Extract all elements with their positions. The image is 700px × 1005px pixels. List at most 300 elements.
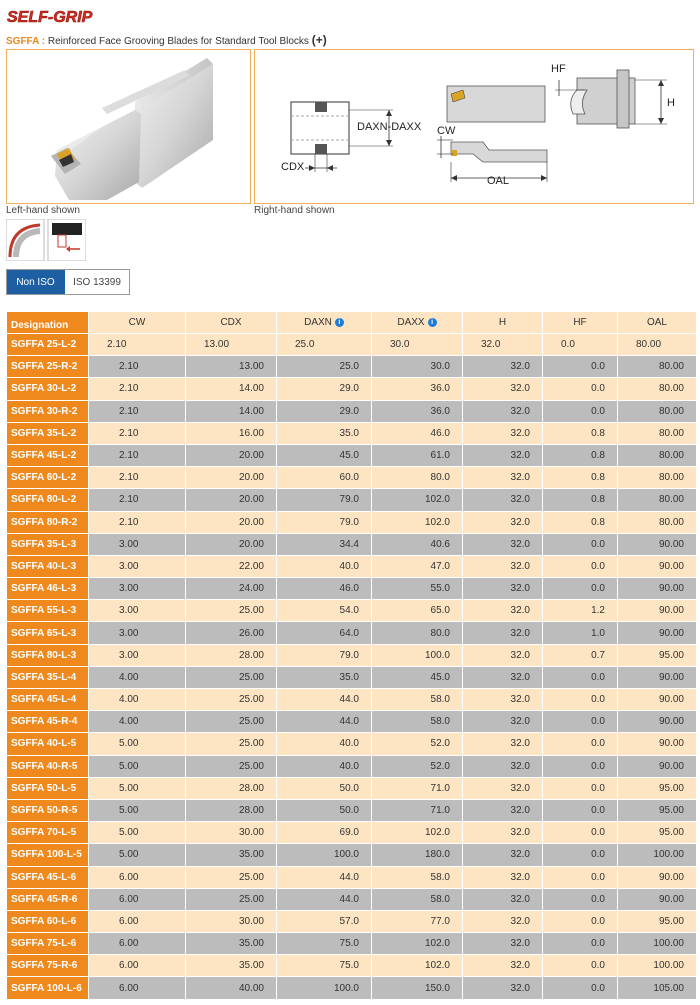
value-cell: 32.0 — [463, 533, 543, 555]
product-code: SGFFA : — [6, 36, 46, 47]
table-row[interactable] — [7, 755, 697, 777]
value-cell: 6.00 — [89, 910, 186, 932]
designation-cell[interactable]: SGFFA 100-L-6 — [7, 977, 89, 999]
table-row[interactable] — [7, 422, 697, 444]
designation-cell[interactable]: SGFFA 50-L-5 — [7, 777, 89, 799]
value-cell: 35.00 — [186, 955, 277, 977]
value-cell: 32.0 — [463, 755, 543, 777]
table-body — [7, 334, 697, 1000]
value-cell: 0.0 — [543, 689, 618, 711]
designation-cell[interactable]: SGFFA 25-R-2 — [7, 356, 89, 378]
column-header[interactable]: CDX — [186, 312, 277, 334]
value-cell: 102.0 — [372, 955, 463, 977]
value-cell: 32.0 — [463, 777, 543, 799]
table-row[interactable] — [7, 533, 697, 555]
value-cell: 0.0 — [543, 733, 618, 755]
value-cell: 20.00 — [186, 467, 277, 489]
value-cell: 71.0 — [372, 799, 463, 821]
value-cell: 25.0 — [277, 334, 372, 356]
designation-cell[interactable]: SGFFA 80-L-2 — [7, 489, 89, 511]
value-cell: 32.0 — [463, 910, 543, 932]
value-cell: 2.10 — [89, 400, 186, 422]
table-row[interactable] — [7, 489, 697, 511]
value-cell: 32.0 — [463, 666, 543, 688]
value-cell: 2.10 — [89, 489, 186, 511]
column-header-label: DAXN — [304, 317, 332, 328]
value-cell: 25.00 — [186, 600, 277, 622]
table-row[interactable] — [7, 467, 697, 489]
table-row[interactable] — [7, 578, 697, 600]
value-cell: 3.00 — [89, 600, 186, 622]
value-cell: 32.0 — [463, 600, 543, 622]
iso-13399-button[interactable]: ISO 13399 — [73, 276, 121, 288]
value-cell: 80.00 — [618, 422, 697, 444]
table-row[interactable] — [7, 777, 697, 799]
table-row[interactable] — [7, 511, 697, 533]
value-cell: 0.0 — [543, 666, 618, 688]
value-cell: 40.00 — [186, 977, 277, 999]
value-cell: 0.0 — [543, 955, 618, 977]
value-cell: 180.0 — [372, 844, 463, 866]
value-cell: 69.0 — [277, 822, 372, 844]
value-cell: 0.0 — [543, 356, 618, 378]
value-cell: 28.00 — [186, 644, 277, 666]
value-cell: 35.00 — [186, 844, 277, 866]
value-cell: 44.0 — [277, 866, 372, 888]
value-cell: 0.0 — [543, 378, 618, 400]
value-cell: 0.0 — [543, 711, 618, 733]
value-cell: 2.10 — [89, 511, 186, 533]
value-cell: 60.0 — [277, 467, 372, 489]
value-cell: 65.0 — [372, 600, 463, 622]
table-row[interactable] — [7, 600, 697, 622]
table-row[interactable] — [7, 933, 697, 955]
value-cell: 32.0 — [463, 555, 543, 577]
value-cell: 6.00 — [89, 866, 186, 888]
designation-cell[interactable]: SGFFA 80-R-2 — [7, 511, 89, 533]
value-cell: 80.00 — [618, 378, 697, 400]
value-cell: 28.00 — [186, 799, 277, 821]
technical-drawing-panel — [254, 49, 694, 204]
value-cell: 0.0 — [543, 533, 618, 555]
column-header[interactable] — [277, 312, 372, 334]
value-cell: 75.0 — [277, 933, 372, 955]
designation-cell[interactable]: SGFFA 80-L-3 — [7, 644, 89, 666]
designation-cell[interactable]: SGFFA 25-L-2 — [7, 334, 89, 356]
value-cell: 4.00 — [89, 689, 186, 711]
value-cell: 100.00 — [618, 933, 697, 955]
value-cell: 35.00 — [186, 933, 277, 955]
value-cell: 95.00 — [618, 644, 697, 666]
value-cell: 46.0 — [277, 578, 372, 600]
svg-text:H: H — [667, 97, 675, 109]
designation-cell[interactable]: SGFFA 30-L-2 — [7, 378, 89, 400]
value-cell: 80.00 — [618, 511, 697, 533]
specification-table — [6, 311, 697, 1000]
value-cell: 32.0 — [463, 844, 543, 866]
value-cell: 90.00 — [618, 733, 697, 755]
value-cell: 0.0 — [543, 844, 618, 866]
value-cell: 80.00 — [618, 467, 697, 489]
value-cell: 32.0 — [463, 955, 543, 977]
info-icon[interactable]: i — [428, 318, 437, 327]
page-subtitle — [6, 33, 327, 47]
value-cell: 2.10 — [89, 334, 186, 356]
value-cell: 46.0 — [372, 422, 463, 444]
value-cell: 32.0 — [463, 822, 543, 844]
designation-cell[interactable]: SGFFA 35-L-3 — [7, 533, 89, 555]
value-cell: 58.0 — [372, 711, 463, 733]
value-cell: 90.00 — [618, 711, 697, 733]
value-cell: 0.8 — [543, 489, 618, 511]
value-cell: 22.00 — [186, 555, 277, 577]
value-cell: 25.00 — [186, 733, 277, 755]
value-cell: 5.00 — [89, 777, 186, 799]
value-cell: 32.0 — [463, 977, 543, 999]
value-cell: 58.0 — [372, 689, 463, 711]
designation-cell[interactable]: SGFFA 70-L-5 — [7, 822, 89, 844]
value-cell: 32.0 — [463, 644, 543, 666]
brand-logo — [6, 6, 110, 26]
table-row[interactable] — [7, 666, 697, 688]
designation-cell[interactable]: SGFFA 35-L-2 — [7, 422, 89, 444]
value-cell: 58.0 — [372, 888, 463, 910]
value-cell: 102.0 — [372, 822, 463, 844]
value-cell: 2.10 — [89, 422, 186, 444]
value-cell: 25.00 — [186, 666, 277, 688]
value-cell: 6.00 — [89, 955, 186, 977]
value-cell: 6.00 — [89, 933, 186, 955]
value-cell: 52.0 — [372, 755, 463, 777]
non-iso-button[interactable]: Non ISO — [7, 270, 65, 294]
column-header[interactable]: HF — [543, 312, 618, 334]
value-cell: 0.0 — [543, 334, 618, 356]
value-cell: 102.0 — [372, 511, 463, 533]
value-cell: 32.0 — [463, 689, 543, 711]
value-cell: 90.00 — [618, 555, 697, 577]
value-cell: 90.00 — [618, 866, 697, 888]
value-cell: 36.0 — [372, 378, 463, 400]
value-cell: 1.0 — [543, 622, 618, 644]
table-row[interactable] — [7, 955, 697, 977]
table-row[interactable] — [7, 644, 697, 666]
value-cell: 32.0 — [463, 467, 543, 489]
value-cell: 3.00 — [89, 555, 186, 577]
value-cell: 150.0 — [372, 977, 463, 999]
value-cell: 45.0 — [277, 444, 372, 466]
designation-cell[interactable]: SGFFA 65-L-3 — [7, 622, 89, 644]
table-row[interactable] — [7, 378, 697, 400]
value-cell: 100.0 — [372, 644, 463, 666]
blade-render-image — [7, 50, 250, 203]
value-cell: 20.00 — [186, 444, 277, 466]
value-cell: 40.0 — [277, 733, 372, 755]
right-image-caption: Right-hand shown — [254, 205, 335, 216]
table-row[interactable] — [7, 400, 697, 422]
column-header[interactable]: H — [463, 312, 543, 334]
value-cell: 32.0 — [463, 378, 543, 400]
value-cell: 0.0 — [543, 555, 618, 577]
table-row[interactable] — [7, 711, 697, 733]
value-cell: 100.00 — [618, 955, 697, 977]
value-cell: 32.0 — [463, 511, 543, 533]
value-cell: 30.0 — [372, 356, 463, 378]
value-cell: 30.0 — [372, 334, 463, 356]
value-cell: 71.0 — [372, 777, 463, 799]
value-cell: 5.00 — [89, 733, 186, 755]
value-cell: 30.00 — [186, 910, 277, 932]
designation-cell[interactable]: SGFFA 75-R-6 — [7, 955, 89, 977]
value-cell: 6.00 — [89, 888, 186, 910]
designation-cell[interactable]: SGFFA 75-L-6 — [7, 933, 89, 955]
value-cell: 44.0 — [277, 888, 372, 910]
table-row[interactable] — [7, 356, 697, 378]
value-cell: 0.0 — [543, 910, 618, 932]
svg-text:SELF-GRIP: SELF-GRIP — [7, 9, 93, 26]
value-cell: 24.00 — [186, 578, 277, 600]
value-cell: 95.00 — [618, 822, 697, 844]
table-row[interactable] — [7, 689, 697, 711]
value-cell: 3.00 — [89, 644, 186, 666]
value-cell: 4.00 — [89, 666, 186, 688]
value-cell: 32.0 — [463, 578, 543, 600]
application-thumbnail[interactable] — [6, 219, 86, 261]
value-cell: 6.00 — [89, 977, 186, 999]
value-cell: 0.8 — [543, 511, 618, 533]
column-header[interactable]: CW — [89, 312, 186, 334]
value-cell: 13.00 — [186, 356, 277, 378]
value-cell: 4.00 — [89, 711, 186, 733]
value-cell: 30.00 — [186, 822, 277, 844]
table-row[interactable] — [7, 910, 697, 932]
product-image-panel — [6, 49, 251, 204]
svg-text:OAL: OAL — [487, 175, 510, 187]
designation-cell[interactable]: SGFFA 40-L-3 — [7, 555, 89, 577]
value-cell: 5.00 — [89, 755, 186, 777]
value-cell: 90.00 — [618, 600, 697, 622]
value-cell: 80.00 — [618, 400, 697, 422]
value-cell: 57.0 — [277, 910, 372, 932]
value-cell: 0.0 — [543, 866, 618, 888]
value-cell: 95.00 — [618, 799, 697, 821]
value-cell: 100.0 — [277, 844, 372, 866]
value-cell: 79.0 — [277, 511, 372, 533]
value-cell: 32.0 — [463, 888, 543, 910]
value-cell: 90.00 — [618, 622, 697, 644]
value-cell: 44.0 — [277, 689, 372, 711]
value-cell: 100.0 — [277, 977, 372, 999]
svg-text:DAXN-DAXX: DAXN-DAXX — [357, 121, 422, 133]
value-cell: 90.00 — [618, 578, 697, 600]
value-cell: 50.0 — [277, 799, 372, 821]
value-cell: 80.0 — [372, 467, 463, 489]
designation-cell[interactable]: SGFFA 45-R-6 — [7, 888, 89, 910]
value-cell: 61.0 — [372, 444, 463, 466]
value-cell: 80.00 — [618, 444, 697, 466]
value-cell: 1.2 — [543, 600, 618, 622]
value-cell: 40.0 — [277, 755, 372, 777]
table-row[interactable] — [7, 444, 697, 466]
table-row[interactable] — [7, 977, 697, 999]
value-cell: 0.0 — [543, 822, 618, 844]
value-cell: 90.00 — [618, 755, 697, 777]
value-cell: 5.00 — [89, 822, 186, 844]
value-cell: 80.00 — [618, 334, 697, 356]
value-cell: 40.0 — [277, 555, 372, 577]
value-cell: 45.0 — [372, 666, 463, 688]
left-image-caption: Left-hand shown — [6, 205, 80, 216]
value-cell: 5.00 — [89, 799, 186, 821]
table-row[interactable] — [7, 799, 697, 821]
value-cell: 5.00 — [89, 844, 186, 866]
value-cell: 105.00 — [618, 977, 697, 999]
svg-text:HF: HF — [551, 63, 566, 75]
value-cell: 90.00 — [618, 888, 697, 910]
value-cell: 13.00 — [186, 334, 277, 356]
value-cell: 80.00 — [618, 356, 697, 378]
table-header-row — [7, 312, 697, 334]
value-cell: 47.0 — [372, 555, 463, 577]
product-description: Reinforced Face Grooving Blades for Standard Tool Blocks — [45, 36, 312, 47]
value-cell: 32.0 — [463, 622, 543, 644]
table-row[interactable] — [7, 866, 697, 888]
svg-text:CW: CW — [437, 125, 456, 137]
value-cell: 32.0 — [463, 489, 543, 511]
value-cell: 0.0 — [543, 578, 618, 600]
value-cell: 40.6 — [372, 533, 463, 555]
value-cell: 32.0 — [463, 711, 543, 733]
value-cell: 0.0 — [543, 400, 618, 422]
value-cell: 95.00 — [618, 777, 697, 799]
designation-cell[interactable]: SGFFA 40-R-5 — [7, 755, 89, 777]
value-cell: 90.00 — [618, 689, 697, 711]
designation-cell[interactable]: SGFFA 35-L-4 — [7, 666, 89, 688]
value-cell: 2.10 — [89, 444, 186, 466]
value-cell: 0.0 — [543, 799, 618, 821]
value-cell: 79.0 — [277, 644, 372, 666]
standard-toggle — [6, 269, 130, 295]
value-cell: 36.0 — [372, 400, 463, 422]
value-cell: 34.4 — [277, 533, 372, 555]
info-icon[interactable]: i — [335, 318, 344, 327]
table-row[interactable] — [7, 334, 697, 356]
value-cell: 0.0 — [543, 777, 618, 799]
value-cell: 32.0 — [463, 334, 543, 356]
value-cell: 32.0 — [463, 733, 543, 755]
value-cell: 0.0 — [543, 888, 618, 910]
column-header[interactable]: OAL — [618, 312, 697, 334]
designation-cell[interactable]: SGFFA 45-L-2 — [7, 444, 89, 466]
value-cell: 28.00 — [186, 777, 277, 799]
value-cell: 90.00 — [618, 533, 697, 555]
value-cell: 26.00 — [186, 622, 277, 644]
value-cell: 102.0 — [372, 933, 463, 955]
value-cell: 77.0 — [372, 910, 463, 932]
value-cell: 100.00 — [618, 844, 697, 866]
table-row[interactable] — [7, 844, 697, 866]
value-cell: 32.0 — [463, 356, 543, 378]
value-cell: 0.8 — [543, 444, 618, 466]
table-row[interactable] — [7, 888, 697, 910]
value-cell: 2.10 — [89, 467, 186, 489]
designation-cell[interactable]: SGFFA 45-L-6 — [7, 866, 89, 888]
value-cell: 25.0 — [277, 356, 372, 378]
column-header[interactable] — [372, 312, 463, 334]
table-row[interactable] — [7, 822, 697, 844]
value-cell: 35.0 — [277, 666, 372, 688]
designation-cell[interactable]: SGFFA 46-L-3 — [7, 578, 89, 600]
dimension-drawing — [255, 50, 693, 203]
value-cell: 29.0 — [277, 400, 372, 422]
value-cell: 20.00 — [186, 533, 277, 555]
value-cell: 29.0 — [277, 378, 372, 400]
value-cell: 32.0 — [463, 422, 543, 444]
value-cell: 14.00 — [186, 378, 277, 400]
value-cell: 3.00 — [89, 533, 186, 555]
value-cell: 32.0 — [463, 866, 543, 888]
value-cell: 75.0 — [277, 955, 372, 977]
table-row[interactable] — [7, 733, 697, 755]
designation-cell[interactable]: SGFFA 60-L-6 — [7, 910, 89, 932]
value-cell: 25.00 — [186, 689, 277, 711]
value-cell: 95.00 — [618, 910, 697, 932]
svg-text:CDX: CDX — [281, 161, 305, 173]
value-cell: 3.00 — [89, 578, 186, 600]
designation-cell[interactable]: SGFFA 45-R-4 — [7, 711, 89, 733]
designation-cell[interactable]: SGFFA 60-L-2 — [7, 467, 89, 489]
value-cell: 32.0 — [463, 799, 543, 821]
value-cell: 20.00 — [186, 489, 277, 511]
value-cell: 58.0 — [372, 866, 463, 888]
value-cell: 64.0 — [277, 622, 372, 644]
value-cell: 79.0 — [277, 489, 372, 511]
value-cell: 0.8 — [543, 422, 618, 444]
value-cell: 35.0 — [277, 422, 372, 444]
value-cell: 80.0 — [372, 622, 463, 644]
designation-cell[interactable]: SGFFA 40-L-5 — [7, 733, 89, 755]
value-cell: 44.0 — [277, 711, 372, 733]
column-header[interactable]: Designation — [7, 312, 89, 334]
value-cell: 0.0 — [543, 933, 618, 955]
value-cell: 102.0 — [372, 489, 463, 511]
value-cell: 2.10 — [89, 378, 186, 400]
value-cell: 0.8 — [543, 467, 618, 489]
value-cell: 32.0 — [463, 444, 543, 466]
designation-cell[interactable]: SGFFA 50-R-5 — [7, 799, 89, 821]
value-cell: 16.00 — [186, 422, 277, 444]
value-cell: 0.0 — [543, 755, 618, 777]
value-cell: 54.0 — [277, 600, 372, 622]
table-row[interactable] — [7, 622, 697, 644]
value-cell: 2.10 — [89, 356, 186, 378]
value-cell: 90.00 — [618, 666, 697, 688]
expand-plus[interactable]: (+) — [311, 33, 327, 47]
value-cell: 80.00 — [618, 489, 697, 511]
value-cell: 14.00 — [186, 400, 277, 422]
designation-cell[interactable]: SGFFA 45-L-4 — [7, 689, 89, 711]
value-cell: 3.00 — [89, 622, 186, 644]
value-cell: 25.00 — [186, 755, 277, 777]
designation-cell[interactable]: SGFFA 100-L-5 — [7, 844, 89, 866]
designation-cell[interactable]: SGFFA 55-L-3 — [7, 600, 89, 622]
value-cell: 0.7 — [543, 644, 618, 666]
value-cell: 25.00 — [186, 888, 277, 910]
table-row[interactable] — [7, 555, 697, 577]
value-cell: 32.0 — [463, 933, 543, 955]
value-cell: 55.0 — [372, 578, 463, 600]
value-cell: 52.0 — [372, 733, 463, 755]
designation-cell[interactable]: SGFFA 30-R-2 — [7, 400, 89, 422]
